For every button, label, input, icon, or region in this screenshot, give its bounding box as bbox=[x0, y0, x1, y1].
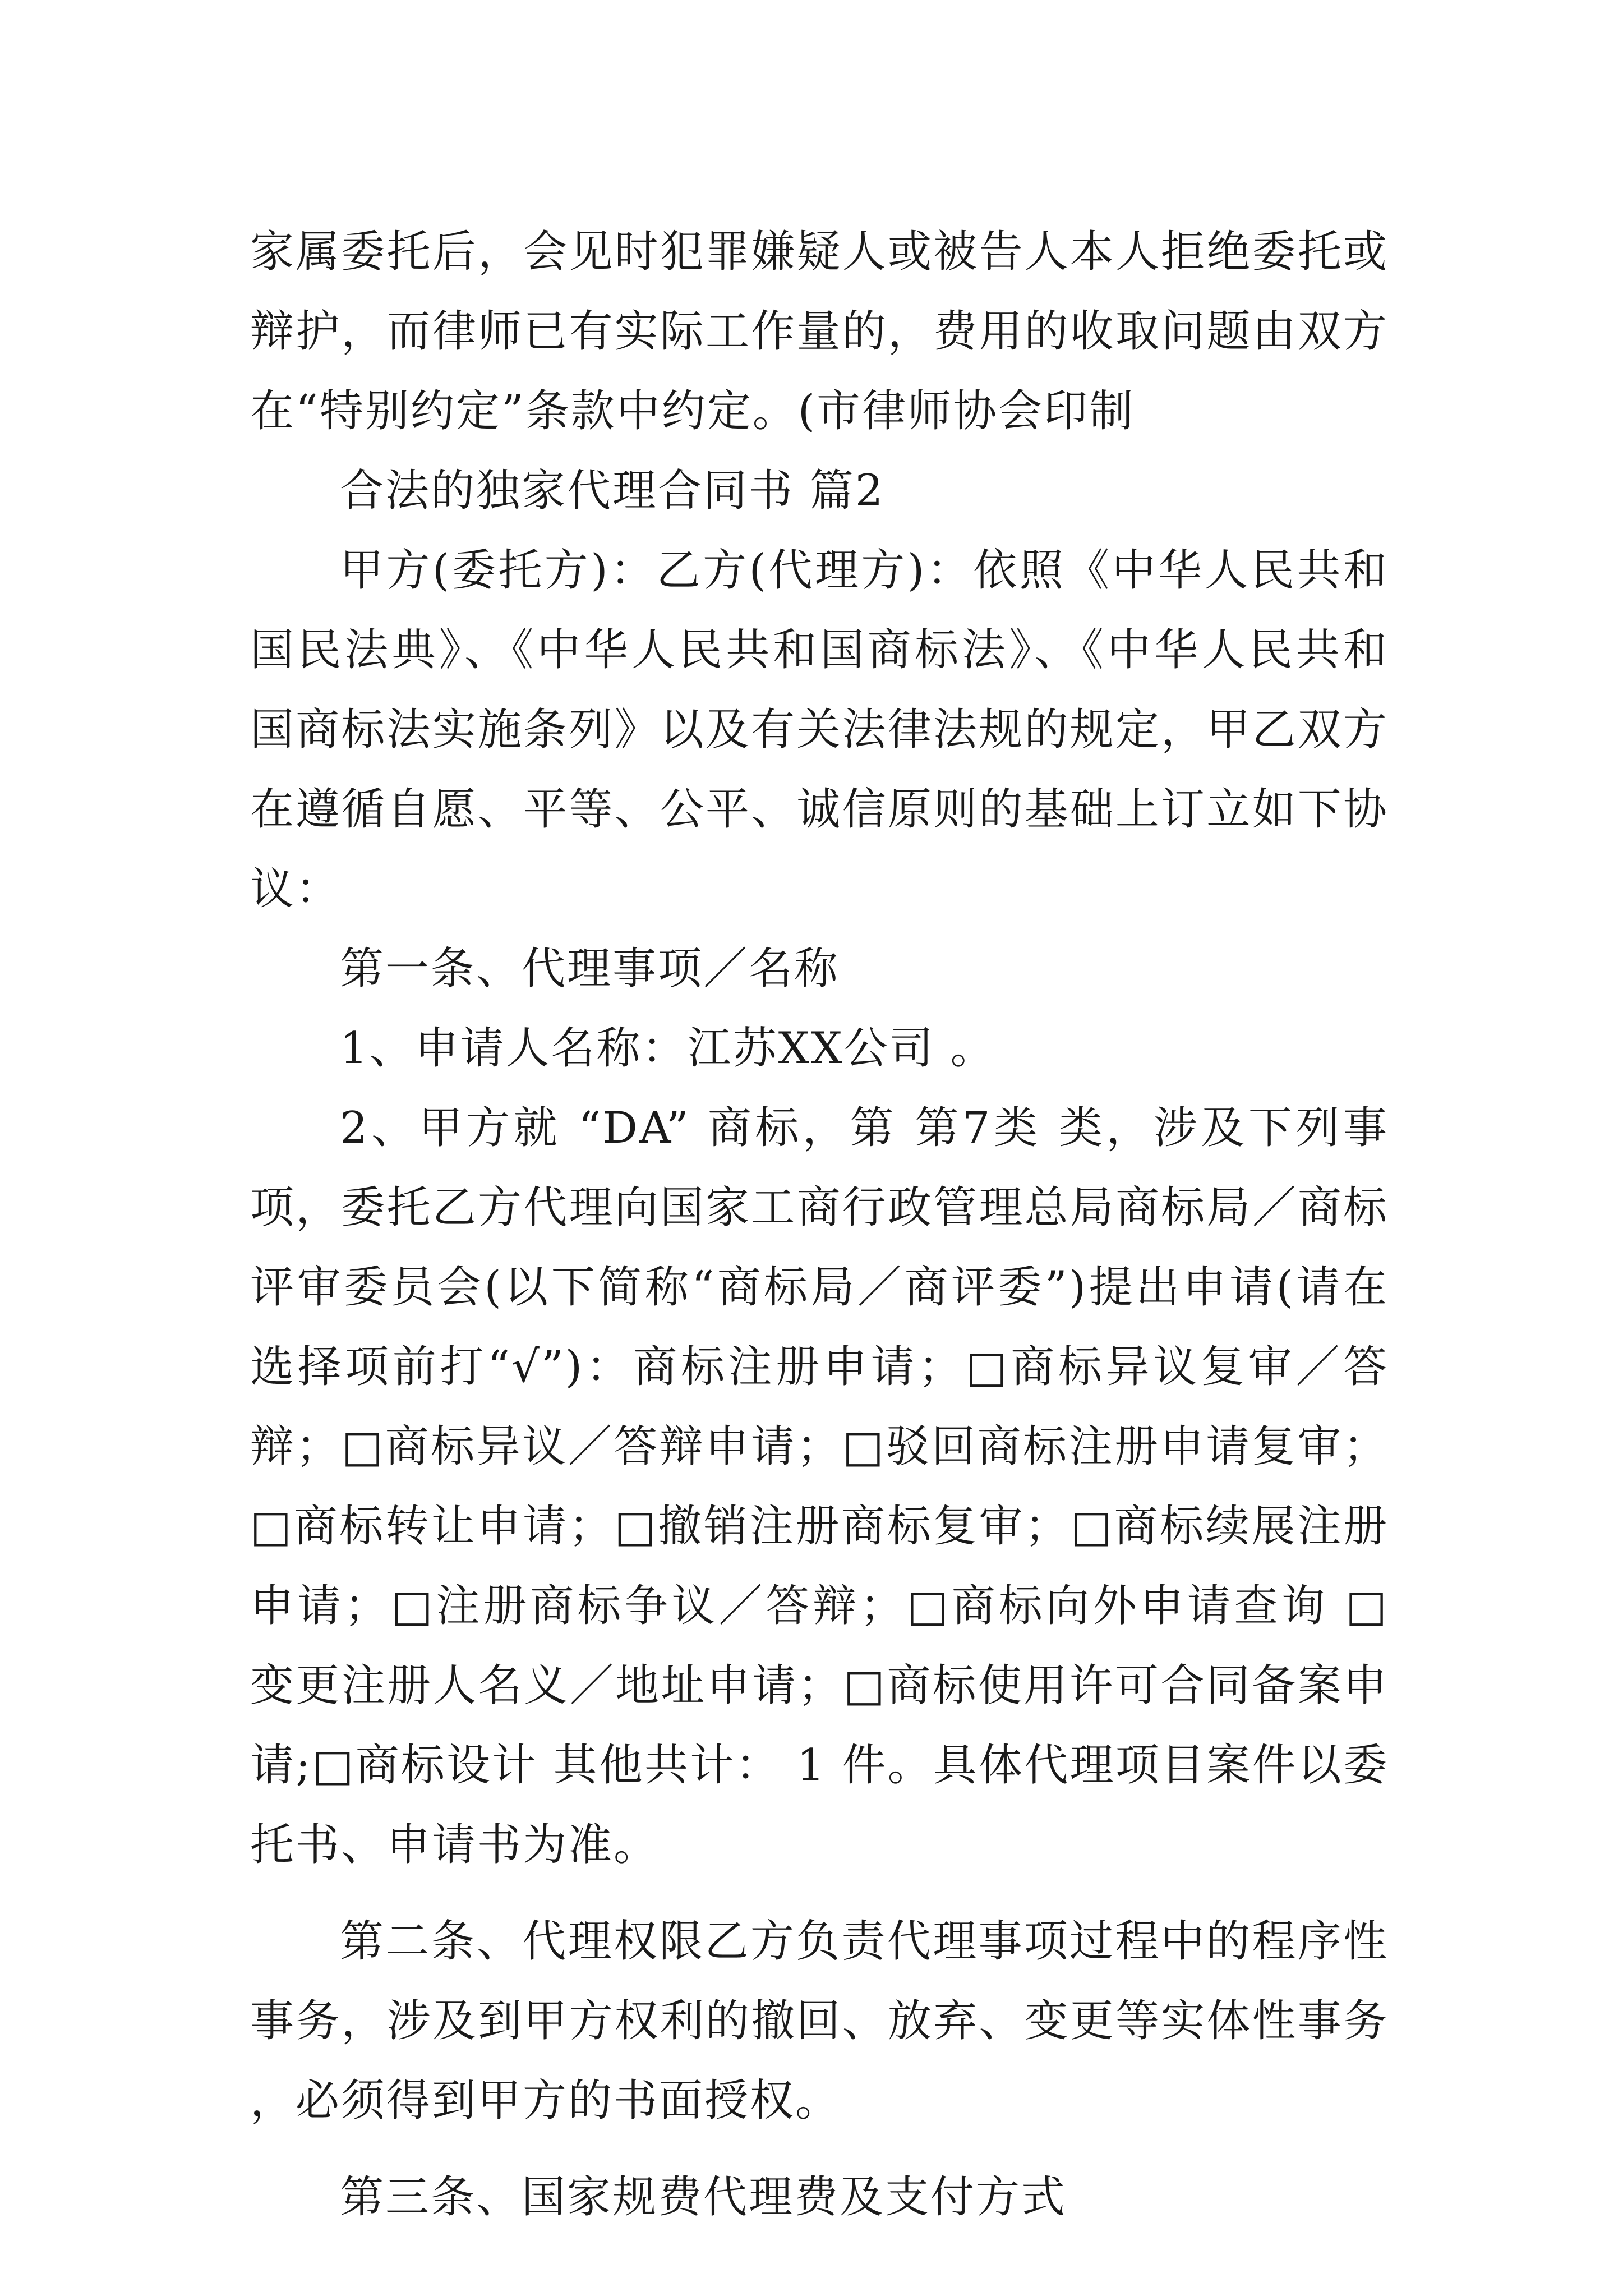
paragraph-section-title: 合法的独家代理合同书 篇2 bbox=[340, 466, 885, 516]
paragraph-applicant-name: 1、申请人名称：江苏XX公司 。 bbox=[340, 1023, 996, 1074]
paragraph-parties: 甲方(委托方)：乙方(代理方)：依照《中华人民共和国民法典》、《中华人民共和国商标法》、《中华人民共和国商标法实施条列》以及有关法律法规的规定，甲乙双方在遵循自愿、平等、公平、诚信原则的基础上订立如下协议： bbox=[250, 545, 1389, 914]
paragraph-article-3-heading: 第三条、国家规费代理费及支付方式 bbox=[340, 2172, 1067, 2223]
paragraph-article-1-heading: 第一条、代理事项／名称 bbox=[340, 944, 840, 994]
paragraph-trademark-items: 2、甲方就 “DA” 商标，第 第7类 类，涉及下列事项，委托乙方代理向国家工商行政管理总局商标局／商标评审委员会(以下简称“商标局／商评委”)提出申请(请在选择项前打“√”)：商标注册申请；□商标异议复审／答辩；□商标异议／答辩申请；□驳回商标注册申请复审；□商标转让申请；□撤销注册商标复审；□商标续展注册申请；□注册商标争议／答辩；□商标向外申请查询 □变更注册人名义／地址申请；□商标使用许可合同备案申请;□商标设计 其他共计： 1 件。具体代理项目案件以委托书、申请书为准。 bbox=[250, 1103, 1389, 1870]
document-body bbox=[250, 212, 1389, 2237]
paragraph-continuation: 家属委托后，会见时犯罪嫌疑人或被告人本人拒绝委托或辩护，而律师已有实际工作量的，费用的收取问题由双方在“特别约定”条款中约定。(市律师协会印制 bbox=[250, 227, 1389, 436]
paragraph-article-2: 第二条、代理权限乙方负责代理事项过程中的程序性事务，涉及到甲方权利的撤回、放弃、变更等实体性事务，必须得到甲方的书面授权。 bbox=[250, 1916, 1389, 2126]
